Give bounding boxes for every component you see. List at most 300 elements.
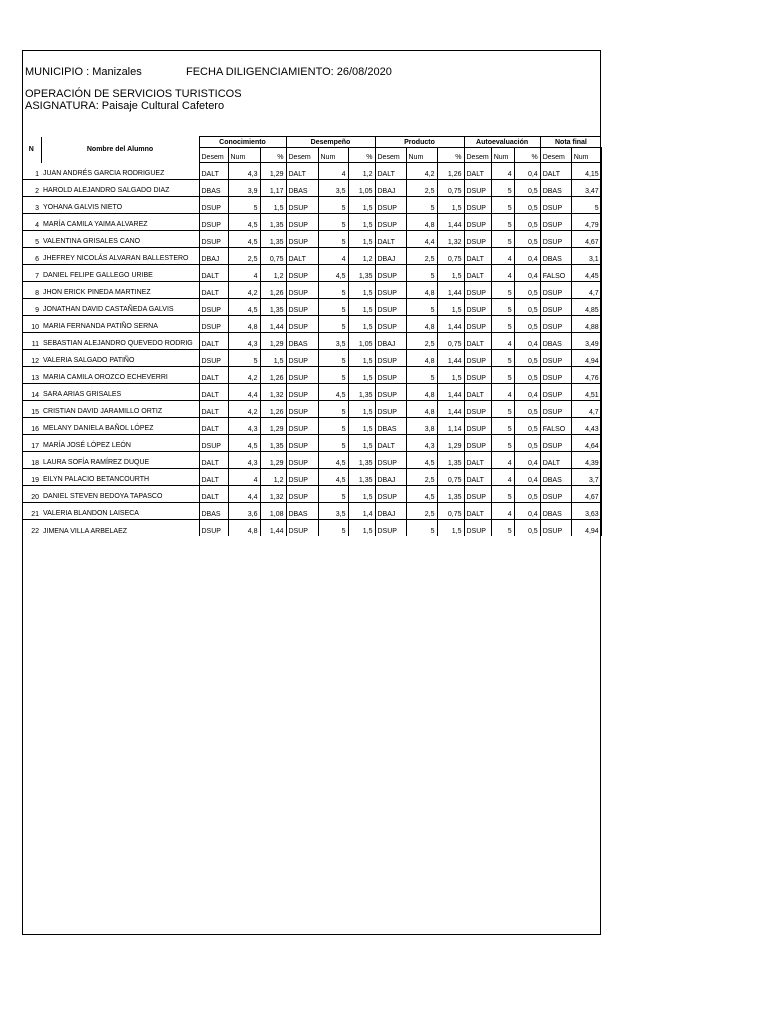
student-name: MARIA CAMILA OROZCO ECHEVERRI <box>41 366 199 383</box>
grade-cell: 1,35 <box>348 468 375 485</box>
grade-cell: 4,67 <box>571 230 601 247</box>
grade-cell: 2,5 <box>406 179 437 196</box>
grade-cell: 4,94 <box>571 519 601 536</box>
row-number: 19 <box>22 468 41 485</box>
grade-cell: 1,26 <box>437 163 464 180</box>
grade-cell: 5 <box>318 519 348 536</box>
grade-cell: DSUP <box>375 213 406 230</box>
grade-cell: 4 <box>491 451 514 468</box>
grade-cell: DALT <box>199 264 228 281</box>
student-name: SARA ARIAS GRISALES <box>41 383 199 400</box>
grade-cell: DALT <box>199 468 228 485</box>
student-name: DANIEL STEVEN BEDOYA TAPASCO <box>41 485 199 502</box>
grade-cell: DSUP <box>199 298 228 315</box>
row-number: 22 <box>31 527 39 535</box>
grade-cell: 0,5 <box>514 196 540 213</box>
grade-cell: 4,8 <box>406 213 437 230</box>
grade-cell: DSUP <box>540 230 571 247</box>
grade-cell: 4,8 <box>406 281 437 298</box>
row-number: 10 <box>22 315 41 332</box>
name-header: Nombre del Alumno <box>41 137 199 163</box>
grade-cell: 5 <box>318 213 348 230</box>
grade-cell: 0,75 <box>437 332 464 349</box>
grade-cell: DSUP <box>199 230 228 247</box>
grade-cell: 1,44 <box>260 519 286 536</box>
row-number: 8 <box>22 281 41 298</box>
grade-cell: DALT <box>464 451 491 468</box>
grade-cell: DALT <box>199 366 228 383</box>
grade-cell: DBAJ <box>199 247 228 264</box>
grade-cell: DSUP <box>464 230 491 247</box>
grade-cell: 1,5 <box>260 196 286 213</box>
subheader-cell: % <box>348 148 375 163</box>
grade-cell: DSUP <box>375 366 406 383</box>
grade-cell: 3,63 <box>571 502 601 519</box>
grade-cell: DSUP <box>464 417 491 434</box>
grade-cell: 4,76 <box>571 366 601 383</box>
row-number: 11 <box>22 332 41 349</box>
table-row <box>22 502 601 519</box>
table-row <box>22 179 601 196</box>
grade-cell: 1,2 <box>260 264 286 281</box>
table-row <box>22 298 601 315</box>
student-name: CRISTIAN DAVID JARAMILLO ORTIZ <box>41 400 199 417</box>
grade-cell: DSUP <box>540 400 571 417</box>
grade-cell: 3,7 <box>571 468 601 485</box>
grade-cell: DSUP <box>375 196 406 213</box>
grade-cell: 1,05 <box>348 332 375 349</box>
n-header: N <box>28 146 34 153</box>
grade-cell: 4,5 <box>228 434 260 451</box>
table-row <box>22 468 601 485</box>
grade-cell: DSUP <box>464 349 491 366</box>
grade-cell: DBAS <box>540 468 571 485</box>
grade-cell: 5 <box>491 417 514 434</box>
grade-cell: 2,5 <box>406 247 437 264</box>
table-row <box>22 451 601 468</box>
grade-cell: 4,64 <box>571 434 601 451</box>
grade-cell: 5 <box>491 298 514 315</box>
grade-cell: DSUP <box>286 213 318 230</box>
grade-cell: 4,5 <box>228 213 260 230</box>
grade-cell: 1,35 <box>260 434 286 451</box>
student-name: VALENTINA GRISALES CANO <box>41 230 199 247</box>
grade-cell: 0,5 <box>514 366 540 383</box>
grade-cell: DSUP <box>375 400 406 417</box>
grade-cell: 1,35 <box>437 485 464 502</box>
grade-cell: DBAJ <box>375 502 406 519</box>
grade-cell: 5 <box>491 179 514 196</box>
grade-cell: 5 <box>491 366 514 383</box>
grade-cell: DSUP <box>464 213 491 230</box>
grade-cell: 5 <box>406 298 437 315</box>
grade-cell: DBAJ <box>375 332 406 349</box>
student-name: SEBASTIAN ALEJANDRO QUEVEDO RODRIG <box>41 332 199 349</box>
grade-cell: 4,7 <box>571 400 601 417</box>
row-number: 17 <box>22 434 41 451</box>
table-row <box>22 332 601 349</box>
grade-cell: DSUP <box>375 451 406 468</box>
grade-cell: 4 <box>491 502 514 519</box>
grade-cell: 0,4 <box>514 502 540 519</box>
grade-cell: DALT <box>199 281 228 298</box>
table-row <box>22 281 601 298</box>
table-row <box>22 417 601 434</box>
grade-cell: 4,2 <box>228 366 260 383</box>
grade-cell: 1,44 <box>437 213 464 230</box>
grade-cell: 1,2 <box>348 163 375 180</box>
grade-cell: DALT <box>464 332 491 349</box>
grade-cell: DSUP <box>375 383 406 400</box>
grade-cell: DALT <box>540 451 571 468</box>
grade-cell: DSUP <box>464 400 491 417</box>
grade-cell: 4,3 <box>228 332 260 349</box>
grade-cell: 1,32 <box>260 383 286 400</box>
subheader-cell: Num <box>406 148 437 163</box>
grade-cell: 5 <box>318 485 348 502</box>
grade-cell: 4,8 <box>406 400 437 417</box>
grade-cell: 4,8 <box>228 519 260 536</box>
grade-cell: DSUP <box>464 315 491 332</box>
student-name: MARIA FERNANDA PATIÑO SERNA <box>41 315 199 332</box>
grade-cell: DSUP <box>286 281 318 298</box>
grade-cell: 4,15 <box>571 163 601 180</box>
grade-cell: 4,5 <box>406 485 437 502</box>
grade-cell: 4 <box>491 247 514 264</box>
grade-cell: DSUP <box>464 519 491 536</box>
grade-cell: DSUP <box>375 349 406 366</box>
table-row <box>22 519 601 536</box>
grade-cell: DALT <box>375 230 406 247</box>
grade-cell: 0,75 <box>437 247 464 264</box>
grade-cell: DSUP <box>464 179 491 196</box>
grade-cell: 1,44 <box>437 315 464 332</box>
grade-cell: FALSO <box>540 264 571 281</box>
grade-cell: 4,51 <box>571 383 601 400</box>
grade-cell: DSUP <box>199 213 228 230</box>
grade-cell: 1,26 <box>260 366 286 383</box>
grade-cell: 5 <box>571 196 601 213</box>
grade-cell: DALT <box>199 383 228 400</box>
table-row <box>22 383 601 400</box>
grade-cell: 3,5 <box>318 332 348 349</box>
row-number: 1 <box>22 163 41 180</box>
grade-cell: 2,5 <box>406 502 437 519</box>
grade-cell: DBAS <box>199 179 228 196</box>
grade-cell: DSUP <box>540 298 571 315</box>
student-name: MARÍA CAMILA YAIMA ALVAREZ <box>41 213 199 230</box>
grade-cell: 4,8 <box>228 315 260 332</box>
grade-cell: DALT <box>199 485 228 502</box>
grade-cell: 5 <box>491 230 514 247</box>
grade-cell: 4 <box>228 264 260 281</box>
student-name: MARÍA JOSÉ LÓPEZ LEÓN <box>41 434 199 451</box>
row-number: 9 <box>22 298 41 315</box>
grade-cell: 4,45 <box>571 264 601 281</box>
grade-cell: DALT <box>464 383 491 400</box>
grade-cell: 5 <box>318 400 348 417</box>
grade-cell: 4,5 <box>318 383 348 400</box>
subheader-cell: % <box>437 148 464 163</box>
student-name: VALERIA SALGADO PATIÑO <box>41 349 199 366</box>
grade-cell: 0,75 <box>437 502 464 519</box>
grade-cell: 0,75 <box>437 468 464 485</box>
group-header-autoevaluacion: Autoevaluación <box>464 137 540 148</box>
grade-cell: 4,4 <box>406 230 437 247</box>
student-name: HAROLD ALEJANDRO SALGADO DIAZ <box>41 179 199 196</box>
grade-cell: 1,05 <box>348 179 375 196</box>
grade-cell: 4,3 <box>228 163 260 180</box>
grade-cell: 1,29 <box>260 163 286 180</box>
grade-cell: 1,29 <box>437 434 464 451</box>
grade-cell: 1,5 <box>348 417 375 434</box>
grade-cell: DSUP <box>199 196 228 213</box>
grade-cell: 4 <box>491 264 514 281</box>
grade-cell: DSUP <box>375 519 406 536</box>
grade-cell: 1,5 <box>437 519 464 536</box>
row-number: 21 <box>22 502 41 519</box>
group-header-producto: Producto <box>375 137 464 148</box>
row-number: 16 <box>22 417 41 434</box>
grade-cell: 1,5 <box>437 264 464 281</box>
grade-cell: 1,5 <box>348 213 375 230</box>
grade-cell: 0,5 <box>514 281 540 298</box>
grade-cell: DSUP <box>464 281 491 298</box>
grade-cell: DSUP <box>286 315 318 332</box>
grade-cell: DBAS <box>286 502 318 519</box>
student-name: EILYN PALACIO BETANCOURTH <box>41 468 199 485</box>
grade-cell: DSUP <box>286 451 318 468</box>
table-row <box>22 485 601 502</box>
grade-cell: DSUP <box>286 400 318 417</box>
grade-cell: 0,4 <box>514 468 540 485</box>
grade-cell: 1,5 <box>348 434 375 451</box>
grade-cell: 1,5 <box>348 298 375 315</box>
grade-cell: DSUP <box>540 519 571 536</box>
subheader-cell: % <box>260 148 286 163</box>
grade-cell: 1,29 <box>260 332 286 349</box>
subheader-cell: % <box>514 148 540 163</box>
subheader-cell: Desem <box>375 148 406 163</box>
grade-cell: DALT <box>464 247 491 264</box>
grade-cell: 3,5 <box>318 179 348 196</box>
grade-cell: DBAS <box>199 502 228 519</box>
grade-cell: 4 <box>491 332 514 349</box>
grade-cell: 1,5 <box>437 298 464 315</box>
grade-cell: 1,17 <box>260 179 286 196</box>
grade-cell: 4,43 <box>571 417 601 434</box>
grade-cell: DBAJ <box>375 468 406 485</box>
grade-cell: DALT <box>464 502 491 519</box>
grade-cell: 1,32 <box>437 230 464 247</box>
grade-cell: DBAS <box>540 179 571 196</box>
grade-cell: 1,35 <box>260 213 286 230</box>
grade-cell: 2,5 <box>228 247 260 264</box>
grade-cell: DSUP <box>286 417 318 434</box>
row-number: 3 <box>22 196 41 213</box>
grade-cell: DALT <box>199 451 228 468</box>
grade-cell: 1,5 <box>348 230 375 247</box>
grade-cell: 1,2 <box>260 468 286 485</box>
grade-cell: 3,1 <box>571 247 601 264</box>
grade-cell: 4 <box>491 468 514 485</box>
row-number: 13 <box>22 366 41 383</box>
grade-cell: DSUP <box>464 298 491 315</box>
grade-cell: 0,75 <box>260 247 286 264</box>
programa-label: OPERACIÓN DE SERVICIOS TURISTICOS <box>25 88 242 100</box>
grade-cell: 4,3 <box>406 434 437 451</box>
grade-cell: 5 <box>318 349 348 366</box>
subheader-cell: Desem <box>540 148 571 163</box>
grade-cell: 1,26 <box>260 400 286 417</box>
group-header-desempeno: Desempeño <box>286 137 375 148</box>
grade-cell: DBAS <box>540 247 571 264</box>
grade-cell: DSUP <box>464 434 491 451</box>
grade-cell: 1,5 <box>348 196 375 213</box>
table-row <box>22 400 601 417</box>
grade-cell: 5 <box>318 434 348 451</box>
grade-cell: 4 <box>318 247 348 264</box>
grade-cell: DSUP <box>540 213 571 230</box>
grade-cell: DALT <box>199 400 228 417</box>
grade-cell: 4,4 <box>228 383 260 400</box>
grade-cell: DSUP <box>375 298 406 315</box>
grade-cell: 4,7 <box>571 281 601 298</box>
grade-cell: DSUP <box>375 264 406 281</box>
grade-cell: 0,4 <box>514 451 540 468</box>
grade-cell: 5 <box>491 213 514 230</box>
table-row <box>22 163 601 180</box>
grade-cell: 3,8 <box>406 417 437 434</box>
grade-cell: 5 <box>318 366 348 383</box>
grade-cell: 5 <box>318 230 348 247</box>
grade-cell: 4,2 <box>228 281 260 298</box>
grade-cell: 1,32 <box>260 485 286 502</box>
grade-cell: 3,5 <box>318 502 348 519</box>
row-number: 18 <box>22 451 41 468</box>
grade-cell: 4,79 <box>571 213 601 230</box>
grade-cell: 0,4 <box>514 163 540 180</box>
grade-cell: DSUP <box>286 196 318 213</box>
grade-cell: DSUP <box>286 485 318 502</box>
table-row <box>22 349 601 366</box>
grade-cell: 1,5 <box>348 519 375 536</box>
grade-cell: DSUP <box>540 196 571 213</box>
grade-cell: 1,35 <box>348 264 375 281</box>
grade-cell: 4,5 <box>318 264 348 281</box>
grade-cell: 4,85 <box>571 298 601 315</box>
grade-cell: 1,35 <box>260 230 286 247</box>
grade-cell: DSUP <box>286 298 318 315</box>
fecha-label: FECHA DILIGENCIAMIENTO: 26/08/2020 <box>186 66 392 78</box>
grade-cell: 4,3 <box>228 451 260 468</box>
student-name: JHON ERICK PINEDA MARTINEZ <box>41 281 199 298</box>
grade-cell: DBAS <box>540 332 571 349</box>
grade-cell: 1,35 <box>437 451 464 468</box>
table-row <box>22 247 601 264</box>
grade-cell: DSUP <box>199 519 228 536</box>
grade-cell: 4,8 <box>406 315 437 332</box>
grade-cell: 0,4 <box>514 332 540 349</box>
grade-cell: 0,4 <box>514 264 540 281</box>
grade-cell: 4,5 <box>228 298 260 315</box>
grade-cell: 0,5 <box>514 298 540 315</box>
group-header-nota-final: Nota final <box>540 137 601 148</box>
grade-cell: 1,44 <box>437 383 464 400</box>
grade-cell: 1,26 <box>260 281 286 298</box>
subheader-cell: Num <box>491 148 514 163</box>
grade-cell: 5 <box>491 196 514 213</box>
student-name: YOHANA GALVIS NIETO <box>41 196 199 213</box>
grade-cell: DSUP <box>375 315 406 332</box>
grade-cell: DALT <box>464 163 491 180</box>
grade-cell: 4,5 <box>318 468 348 485</box>
grade-cell: 4,39 <box>571 451 601 468</box>
grade-cell: 5 <box>406 264 437 281</box>
grade-cell: DSUP <box>464 196 491 213</box>
grade-cell: 0,5 <box>514 417 540 434</box>
grade-cell: 4,67 <box>571 485 601 502</box>
grade-cell: 4,5 <box>318 451 348 468</box>
grade-cell: DALT <box>375 163 406 180</box>
grade-cell: 5 <box>318 298 348 315</box>
table-row <box>22 366 601 383</box>
grade-cell: 1,44 <box>437 349 464 366</box>
grade-cell: 4,94 <box>571 349 601 366</box>
grade-cell: 3,6 <box>228 502 260 519</box>
grade-cell: 5 <box>228 196 260 213</box>
grade-cell: DSUP <box>540 315 571 332</box>
subheader-cell: Num <box>228 148 260 163</box>
table-row <box>22 230 601 247</box>
grade-cell: 3,47 <box>571 179 601 196</box>
grade-cell: 4 <box>491 383 514 400</box>
grade-cell: DBAJ <box>375 247 406 264</box>
row-number: 4 <box>22 213 41 230</box>
grade-cell: 1,5 <box>348 400 375 417</box>
grade-cell: DALT <box>375 434 406 451</box>
grade-cell: DSUP <box>199 349 228 366</box>
grade-cell: 0,5 <box>514 434 540 451</box>
grade-cell: 4 <box>228 468 260 485</box>
grade-cell: DALT <box>199 163 228 180</box>
grade-cell: 0,5 <box>514 519 540 536</box>
row-number: 20 <box>22 485 41 502</box>
grade-cell: 5 <box>491 281 514 298</box>
grade-cell: DBAS <box>540 502 571 519</box>
grade-cell: DALT <box>286 163 318 180</box>
grade-cell: DSUP <box>464 485 491 502</box>
grade-cell: DSUP <box>286 434 318 451</box>
table-row <box>22 213 601 230</box>
grade-cell: DSUP <box>540 383 571 400</box>
row-number: 15 <box>22 400 41 417</box>
student-name: DANIEL FELIPE GALLEGO URIBE <box>41 264 199 281</box>
grade-cell: 1,5 <box>348 485 375 502</box>
grade-cell: 0,5 <box>514 349 540 366</box>
grade-cell: 5 <box>406 366 437 383</box>
grade-cell: 1,5 <box>260 349 286 366</box>
grade-cell: DSUP <box>540 366 571 383</box>
grade-cell: 4 <box>491 163 514 180</box>
grade-cell: 1,35 <box>260 298 286 315</box>
student-name: VALERIA BLANDON LAISECA <box>41 502 199 519</box>
row-number: 5 <box>22 230 41 247</box>
grade-cell: 1,5 <box>348 281 375 298</box>
grade-cell: DSUP <box>540 434 571 451</box>
grade-cell: 4,4 <box>228 485 260 502</box>
grade-cell: DSUP <box>286 519 318 536</box>
